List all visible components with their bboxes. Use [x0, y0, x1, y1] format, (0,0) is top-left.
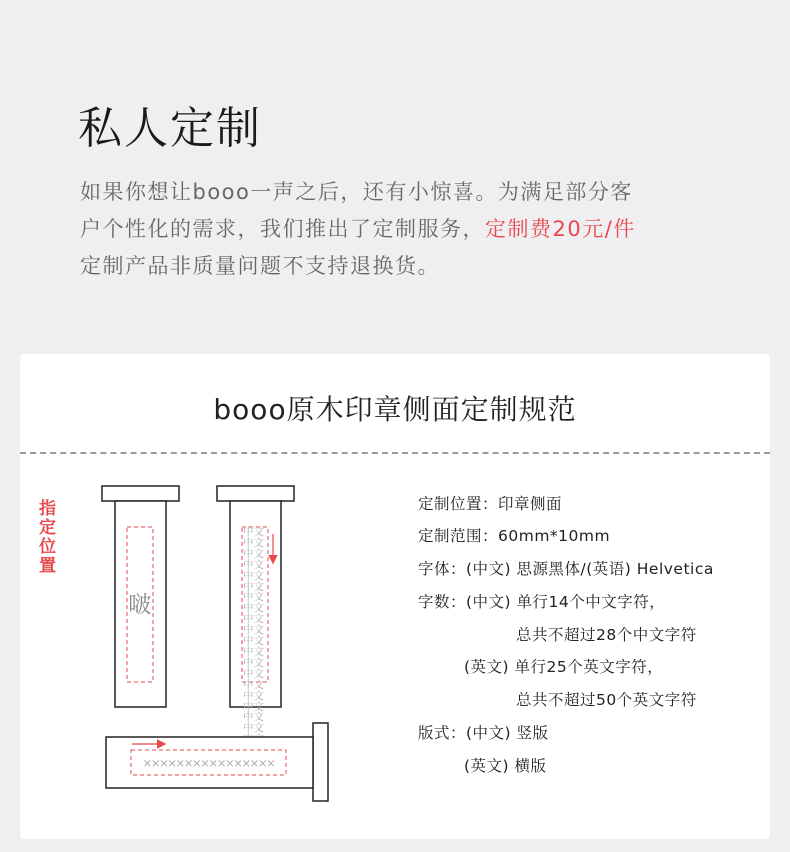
spec-range: 定制范围：60mm*10mm	[418, 527, 611, 545]
side-label: 指定位置	[39, 499, 56, 576]
spec-position: 定制位置：印章侧面	[418, 495, 563, 513]
stamp-cap-2	[217, 486, 294, 501]
intro-line-3: 定制产品非质量问题不支持退换货。	[80, 254, 440, 278]
horizontal-sample-text: ××××××××××××××××	[142, 756, 275, 770]
spec-font: 字体：(中文) 思源黑体/(英语) Helvetica	[418, 560, 714, 578]
stamp-cap-3	[313, 723, 328, 801]
sample-char: 啵	[128, 592, 152, 618]
vertical-sample-text: 中文中文中文中文中文中文中文中文中文中文中文中文中文中文中文中文中文中文中文	[243, 526, 264, 735]
card-title: booo原木印章侧面定制规范	[213, 393, 577, 426]
intro-line-1: 如果你想让booo一声之后，还有小惊喜。为满足部分客	[80, 180, 633, 204]
spec-chars-en: (英文) 单行25个英文字符，	[464, 658, 664, 676]
spec-chars-cn-total: 总共不超过28个中文字符	[516, 626, 697, 644]
stamp-vertical-single	[102, 486, 179, 707]
spec-layout-cn: 版式：(中文) 竖版	[418, 724, 549, 742]
stamp-horizontal	[106, 723, 328, 801]
intro-line-2-prefix: 户个性化的需求，我们推出了定制服务，	[80, 217, 485, 241]
spec-layout-en: (英文) 横版	[464, 757, 547, 775]
vertical-sample-wrap	[243, 526, 267, 735]
spec-chars-en-total: 总共不超过50个英文字符	[516, 691, 697, 709]
stamp-cap-1	[102, 486, 179, 501]
page-title: 私人定制	[78, 103, 262, 154]
spec-chars-cn: 字数：(中文) 单行14个中文字符，	[418, 593, 666, 611]
stamp-vertical-full	[217, 486, 294, 735]
price-highlight: 定制费20元/件	[485, 217, 636, 241]
